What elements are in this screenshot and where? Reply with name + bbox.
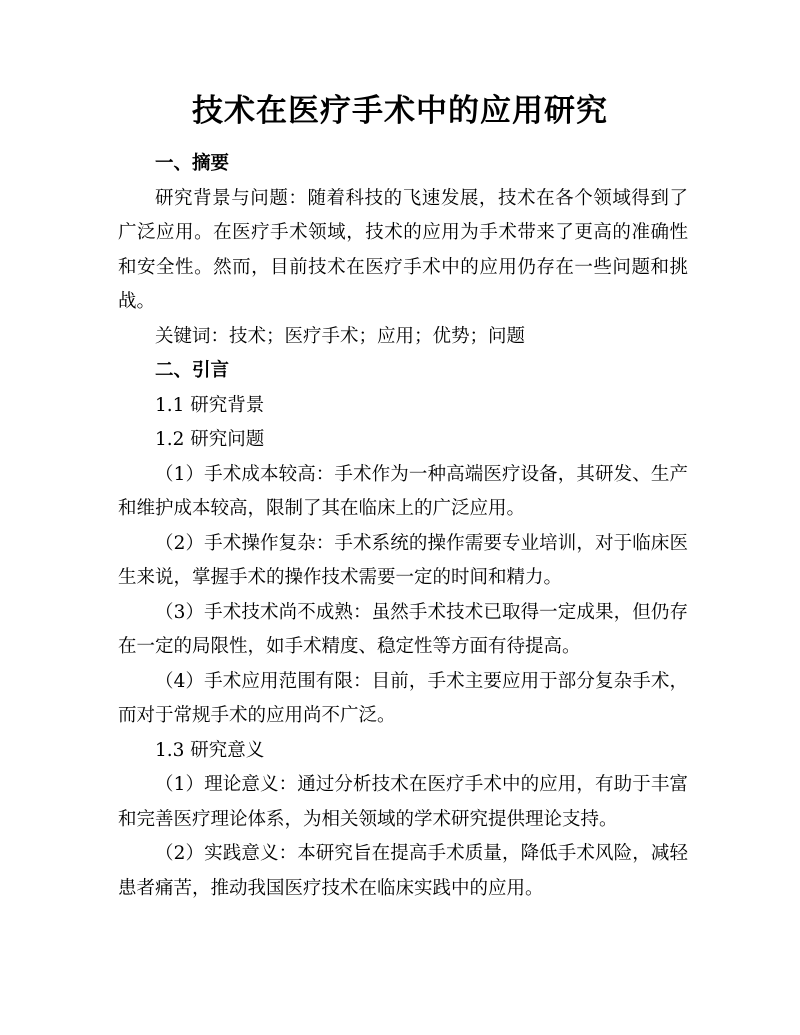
research-problem-item-3: （3）手术技术尚不成熟：虽然手术技术已取得一定成果，但仍存在一定的局限性，如手术精度、稳定性等方面有待提高。: [118, 601, 688, 657]
research-significance-item-1: （1）理论意义：通过分析技术在医疗手术中的应用，有助于丰富和完善医疗理论体系，为相关领域的学术研究提供理论支持。: [118, 774, 688, 830]
section-1-2-heading: 1.2 研究问题: [155, 429, 265, 450]
abstract-background-paragraph: 研究背景与问题：随着科技的飞速发展，技术在各个领域得到了广泛应用。在医疗手术领域，技术的应用为手术带来了更高的准确性和安全性。然而，目前技术在医疗手术中的应用仍存在一些问题和挑战。: [118, 187, 688, 312]
abstract-heading: 一、摘要: [155, 153, 230, 174]
research-problem-item-2: （2）手术操作复杂：手术系统的操作需要专业培训，对于临床医生来说，掌握手术的操作技术需要一定的时间和精力。: [118, 532, 688, 588]
research-significance-item-2: （2）实践意义：本研究旨在提高手术质量，降低手术风险，减轻患者痛苦，推动我国医疗技术在临床实践中的应用。: [118, 843, 688, 899]
research-problem-item-4: （4）手术应用范围有限：目前，手术主要应用于部分复杂手术，而对于常规手术的应用尚不广泛。: [118, 670, 688, 726]
introduction-heading: 二、引言: [155, 360, 230, 381]
research-problem-item-1: （1）手术成本较高：手术作为一种高端医疗设备，其研发、生产和维护成本较高，限制了其在临床上的广泛应用。: [118, 463, 688, 519]
section-1-3-heading: 1.3 研究意义: [155, 739, 265, 761]
document-body: [118, 147, 688, 906]
keywords-line: 关键词：技术；医疗手术；应用；优势；问题: [155, 325, 526, 347]
document-title: 技术在医疗手术中的应用研究: [192, 93, 608, 129]
section-1-1-heading: 1.1 研究背景: [155, 394, 265, 416]
